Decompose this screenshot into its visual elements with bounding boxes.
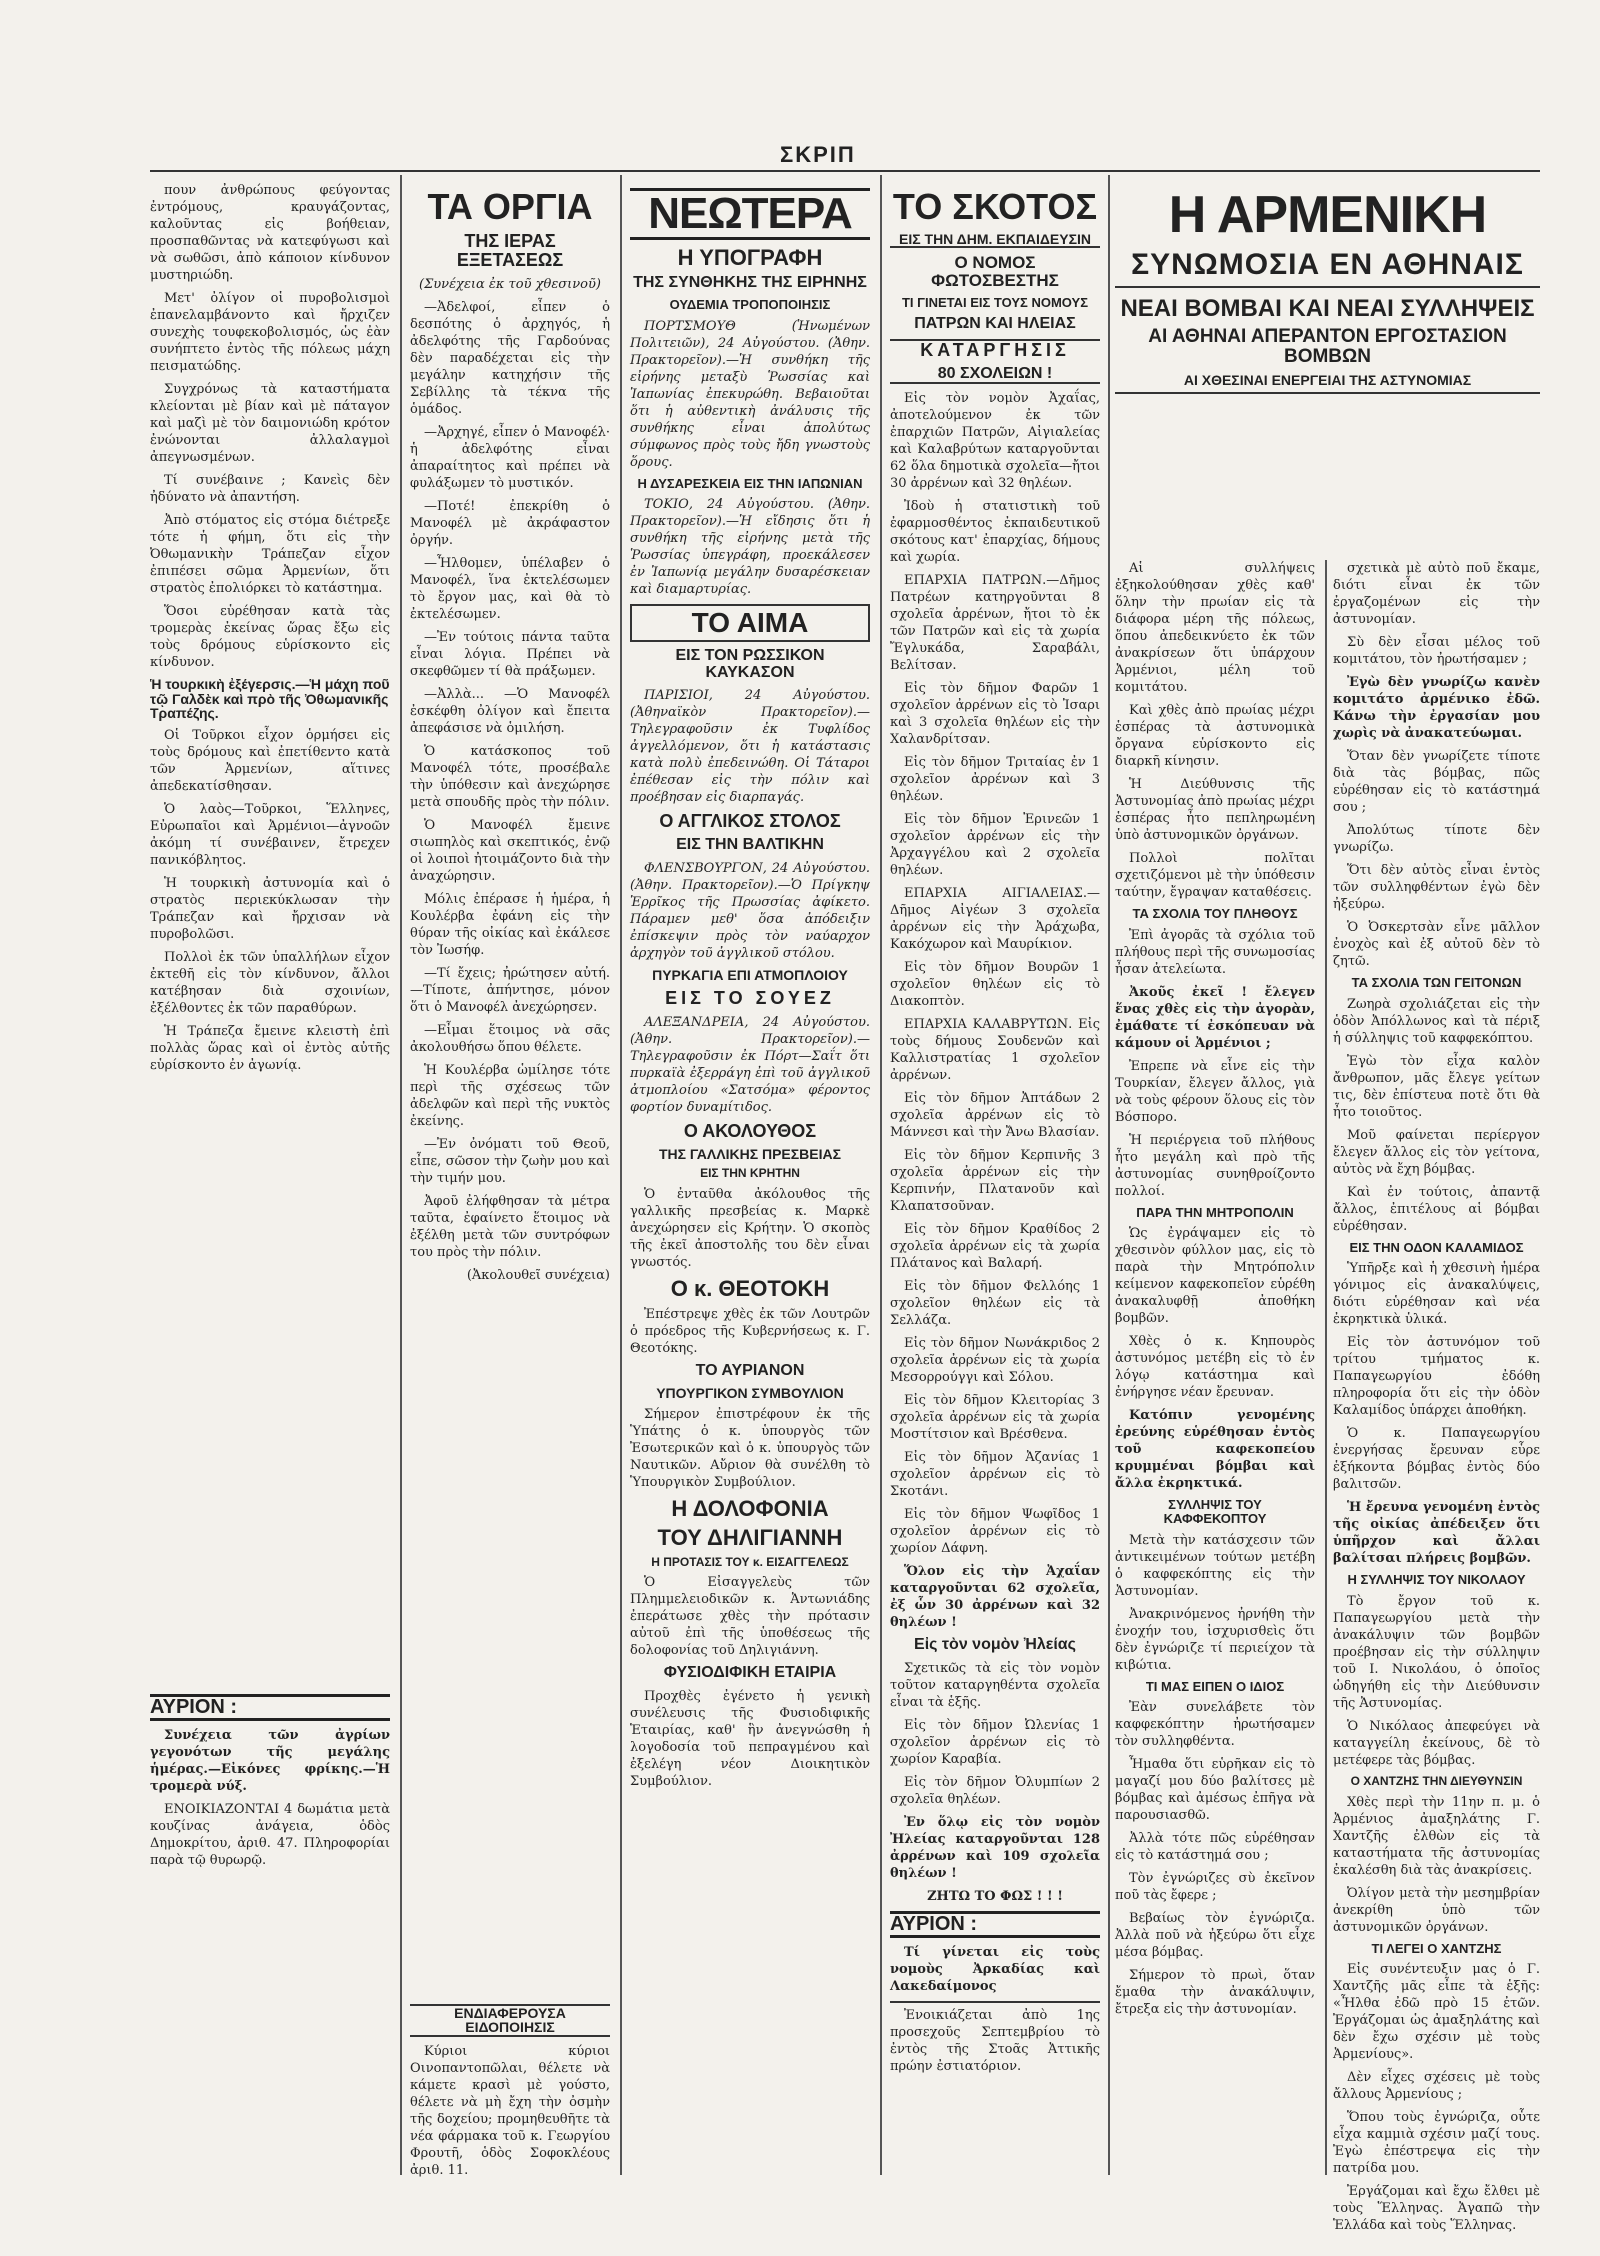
headline-deck: ΑΙ ΑΘΗΝΑΙ ΑΠΕΡΑΝΤΟΝ ΕΡΓΟΣΤΑΣΙΟΝ ΒΟΜΒΩΝ (1148, 326, 1507, 368)
paragraph: Τὸν ἐγνώριζες σὺ ἐκεῖνον ποῦ τὰς ἔφερε ; (1115, 1871, 1315, 1904)
article-title: ΤΑ ΟΡΓΙΑ (427, 186, 593, 227)
subheading: Η ΣΥΛΛΗΨΙΣ ΤΟΥ ΝΙΚΟΛΑΟΥ (1347, 1572, 1526, 1588)
paragraph: Ἐργάζομαι καὶ ἔχω ἔλθει μὲ τοὺς Ἕλληνας. Ἀγαπῶ τὴν Ἑλλάδα καὶ τοὺς Ἕλληνας. (1333, 2184, 1540, 2234)
paragraph: Ὁ κατάσκοπος τοῦ Μανοφέλ τότε, προσέβαλε τὴν ὑπόθεσιν καὶ ἀνεχώρησε μετὰ σπουδῆς πρὸς τὴν πόλιν. (410, 743, 610, 810)
paragraph: —Εἶμαι ἕτοιμος νὰ σᾶς ἀκολουθήσω ὅπου θέλετε. (410, 1022, 610, 1055)
paragraph: ΤΟΚΙΟ, 24 Αὐγούστου. (Ἀθην. Πρακτορεῖον).—Ἡ εἴδησις ὅτι ἡ συνθήκη τῆς εἰρήνης μετὰ τῆς Ῥωσσίας ὑπεγράφη, προεκάλεσεν ἐν Ἰαπωνίᾳ μεγάλην δυσαρέσκειαν καὶ διαμαρτυρίας. (630, 497, 870, 598)
paragraph: Εἰς συνέντευξιν μας ὁ Γ. Χαντζῆς μᾶς εἶπε τὰ ἑξῆς: «Ἦλθα ἐδῶ πρὸ 15 ἐτῶν. Ἐργάζομαι ὡς ἀμαξηλάτης καὶ δὲν ἔχω σχέσιν μὲ τοὺς Ἀρμενίους». (1333, 1962, 1540, 2063)
paragraph: Εἰς τὸν δῆμον Νωνάκριδος 2 σχολεῖα ἀρρένων εἰς τὰ χωρία Μεσορρούγγι καὶ Σόλου. (890, 1336, 1100, 1386)
paragraph: Ὅλον εἰς τὴν Ἀχαΐαν καταργοῦνται 62 σχολεῖα, ἐξ ὧν 30 ἀρρένων καὶ 32 θηλέων ! (890, 1564, 1100, 1631)
paragraph: Εἰς τὸν δῆμον Ὀλυμπίων 2 σχολεῖα θηλέων. (890, 1775, 1100, 1808)
article-subtitle: ΤΙ ΓΙΝΕΤΑΙ ΕΙΣ ΤΟΥΣ ΝΟΜΟΥΣ (901, 295, 1089, 311)
paragraph: Ὁ κ. Παπαγεωργίου ἐνεργήσας ἔρευναν εὗρε ἑξήκοντα βόμβας ἐντὸς δύο βαλιτσῶν. (1333, 1426, 1540, 1493)
paragraph: Ὁ Μανοφέλ ἔμεινε σιωπηλὸς καὶ σκεπτικός, ἐνῷ οἱ λοιποὶ ἠτοιμάζοντο διὰ τὴν ἀναχώρησιν. (410, 817, 610, 884)
paragraph: —Ἐν τούτοις πάντα ταῦτα εἶναι λόγια. Πρέπει νὰ σκεφθῶμεν τί θὰ πράξωμεν. (410, 629, 610, 679)
headline-deck: ΝΕΑΙ ΒΟΜΒΑΙ ΚΑΙ ΝΕΑΙ ΣΥΛΛΗΨΕΙΣ (1115, 286, 1540, 321)
paragraph: Εἰς τὸν ἀστυνόμον τοῦ τρίτου τμήματος κ. Παπαγεωργίου ἐδόθη πληροφορία ὅτι εἰς τὴν ὁδὸν Καλαμίδος ὑπάρχει ἀποθήκη. (1333, 1335, 1540, 1419)
article-title: Η ΔΥΣΑΡΕΣΚΕΙΑ ΕΙΣ ΤΗΝ ΙΑΠΩΝΙΑΝ (637, 475, 863, 491)
article-subtitle: 80 ΣΧΟΛΕΙΩΝ ! (890, 366, 1100, 385)
paragraph: Ἡ περιέργεια τοῦ πλήθους ἦτο μεγάλη καὶ πρὸ τῆς ἀστυνομίας συνηθροίζοντο πολλοί. (1115, 1132, 1315, 1199)
closing-line: ΖΗΤΩ ΤΟ ΦΩΣ ! ! ! (927, 1889, 1063, 1905)
article-subtitle: ΠΑΤΡΩΝ ΚΑΙ ΗΛΕΙΑΣ (914, 314, 1076, 332)
paragraph: Εἰς τὸν δῆμον Κραθίδος 2 σχολεῖα ἀρρένων εἰς τὰ χωρία Πλάτανος καὶ Βαλαρή. (890, 1222, 1100, 1272)
paragraph: Εἰς τὸν δῆμον Βουρῶν 1 σχολεῖον θηλέων εἰς τὸ Διακοπτὸν. (890, 960, 1100, 1010)
paragraph: ΕΠΑΡΧΙΑ ΑΙΓΙΑΛΕΙΑΣ.—Δῆμος Αἰγέων 3 σχολεῖα ἀρρένων εἰς τὴν Ἀράχωβα, Κακόχωρον καὶ Μαυρίκιον. (890, 886, 1100, 953)
tomorrow-text: Συνέχεια τῶν ἀγρίων γεγονότων τῆς μεγάλης ἡμέρας.—Εἰκόνες φρίκης.—Ἡ τρομερὰ νύξ. (150, 1728, 390, 1795)
headline: ΣΥΝΩΜΟΣΙΑ ΕΝ ΑΘΗΝΑΙΣ (1131, 247, 1524, 281)
paragraph: Ἀκοῦς ἐκεῖ ! ἔλεγεν ἕνας χθὲς εἰς τὴν ἀγορὰν, ἐμάθατε τί ἐσκόπευαν νὰ κάμουν οἱ Ἀρμένιοι ; (1115, 984, 1315, 1051)
article-title: ΤΟ ΣΚΟΤΟΣ (892, 186, 1098, 227)
article-subtitle: ΕΙΣ ΤΗΝ ΒΑΛΤΙΚΗΝ (676, 836, 824, 854)
article-title: ΠΥΡΚΑΓΙΑ ΕΠΙ ΑΤΜΟΠΛΟΙΟΥ (652, 967, 848, 984)
paragraph: —Τί ἔχεις; ἠρώτησεν αὐτή. —Τίποτε, ἀπήντησε, μόνον ὅτι ὁ Μανοφέλ ἀνεχώρησεν. (410, 965, 610, 1015)
paragraph: Ἡ Διεύθυνσις τῆς Ἀστυνομίας ἀπὸ πρωίας μέχρι ἑσπέρας ἦτο πεπληρωμένη ὑπὸ ἀστυνομικῶν ὀργάνων. (1115, 777, 1315, 843)
paragraph: Πολλοὶ ἐκ τῶν ὑπαλλήλων εἶχον ἐκτεθῆ εἰς τὸν κίνδυνον, ἄλλοι κατέβησαν διὰ σχοινίων, ἐξέλθοντες ἐκ τῶν παραθύρων. (150, 950, 390, 1017)
banner-headline (1115, 182, 1540, 562)
headline-deck: ΑΙ ΧΘΕΣΙΝΑΙ ΕΝΕΡΓΕΙΑΙ ΤΗΣ ΑΣΤΥΝΟΜΙΑΣ (1115, 373, 1540, 394)
paragraph: Χθὲς περὶ τὴν 11ην π. μ. ὁ Ἀρμένιος ἀμαξηλάτης Γ. Χαντζῆς ἐλθὼν εἰς τὰ καταστήματα τῆς ἀστυνομίας ἐκαλέσθη διὰ τὰς ἀνακρίσεις. (1333, 1794, 1540, 1878)
masthead (150, 140, 1540, 172)
column-1 (150, 182, 390, 2172)
paragraph: —Ποτέ! ἐπεκρίθη ὁ Μανοφέλ μὲ ἀκράφαστον ὀργήν. (410, 498, 610, 548)
subheading: ΤΑ ΣΧΟΛΙΑ ΤΩΝ ΓΕΙΤΟΝΩΝ (1351, 975, 1522, 990)
paragraph: —Ἐν ὀνόματι τοῦ Θεοῦ, εἶπε, σῶσον τὴν ζωὴν μου καὶ τὴν τιμήν μου. (410, 1136, 610, 1186)
paragraph: Εἰς τὸν δῆμον Ἀπτάδων 2 σχολεῖα ἀρρένων εἰς τὸ Μάννεσι καὶ τὴν Ἄνω Βλασίαν. (890, 1091, 1100, 1141)
subheading: ΠΑΡΑ ΤΗΝ ΜΗΤΡΟΠΟΛΙΝ (1136, 1204, 1294, 1220)
article-title: ΤΟ ΑΙΜΑ (630, 604, 870, 641)
column-rule (400, 175, 402, 2175)
paragraph: Ἐπὶ ἀγορᾶς τὰ σχόλια τοῦ πλήθους περὶ τῆς συνωμοσίας ἦσαν ἀτελείωτα. (1115, 927, 1315, 977)
paragraph: Ἦμαθα ὅτι εὑρῆκαν εἰς τὸ μαγαζί μου δύο βαλίτσες μὲ βόμβας καὶ ἀμέσως ἐπῆγα νὰ παρουσιασθῶ. (1115, 1757, 1315, 1824)
subheading: ΤΑ ΣΧΟΛΙΑ ΤΟΥ ΠΛΗΘΟΥΣ (1132, 906, 1298, 921)
classified-ad: Ἐνοικιάζεται ἀπὸ 1ης προσεχοῦς Σεπτεμβρίου τὸ ἐντὸς τῆς Στοᾶς Ἀττικῆς πρώην ἐστιατόριον. (890, 2001, 1100, 2075)
paragraph: Τί συνέβαινε ; Κανεὶς δὲν ἠδύνατο νὰ ἀπαντήση. (150, 473, 390, 505)
tomorrow-label: ΑΥΡΙΟΝ : (150, 1694, 390, 1721)
paragraph: Ἐπέστρεψε χθὲς ἐκ τῶν Λουτρῶν ὁ πρόεδρος τῆς Κυβερνήσεως κ. Γ. Θεοτόκης. (630, 1306, 870, 1356)
article-subtitle: Ο ΝΟΜΟΣ ΦΩΤΟΣΒΕΣΤΗΣ (931, 253, 1059, 291)
paragraph: Ὁ ἐνταῦθα ἀκόλουθος τῆς γαλλικῆς πρεσβείας κ. Μαρκὲ ἀνεχώρησεν εἰς Κρήτην. Ὁ σκοπὸς τῆς ἐκεῖ ἀποστολῆς του δὲν εἶναι γνωστός. (630, 1186, 870, 1270)
paragraph: Ἐπρεπε νὰ εἶνε εἰς τὴν Τουρκίαν, ἔλεγεν ἄλλος, γιὰ νὰ τοὺς φέρουν ὅλους εἰς τὸν Βόσπορο. (1115, 1058, 1315, 1125)
paragraph: Ὁ λαὸς—Τοῦρκοι, Ἕλληνες, Εὐρωπαῖοι καὶ Ἀρμένιοι—ἀγνοῶν ἀκόμη τί συνέβαινεν, ἔτρεχεν πανικόβλητος. (150, 802, 390, 869)
subheading: ΤΙ ΛΕΓΕΙ Ο ΧΑΝΤΖΗΣ (1371, 1940, 1502, 1956)
paragraph: —Ἦλθομεν, ὑπέλαβεν ὁ Μανοφέλ, ἵνα ἐκτελέσωμεν τὸ ἔργον μας, καὶ θὰ τὸ ἐκτελέσωμεν. (410, 555, 610, 622)
subheading: Εἰς τὸν νομὸν Ἠλείας (914, 1636, 1076, 1654)
paragraph: σχετικὰ μὲ αὐτὸ ποῦ ἔκαμε, διότι εἶναι ἐκ τῶν ἐργαζομένων εἰς τὴν ἀστυνομίαν. (1333, 561, 1540, 627)
column-rule (1325, 560, 1327, 2175)
paragraph: Ἡ Τράπεζα ἔμεινε κλειστὴ ἐπὶ πολλὰς ὥρας καὶ οἱ ἐντὸς αὐτῆς εὑρίσκοντο ἐν ἀγωνίᾳ. (150, 1024, 390, 1074)
paragraph: Εἰς τὸν δῆμον Κλειτορίας 3 σχολεῖα ἀρρένων εἰς τὰ χωρία Μοστίτσιον καὶ Βρέσθενα. (890, 1393, 1100, 1443)
paragraph: Μετὰ τὴν κατάσχεσιν τῶν ἀντικειμένων τούτων μετέβη ὁ καφφεκόπτης εἰς τὴν Ἀστυνομίαν. (1115, 1532, 1315, 1599)
article-title: Ο κ. ΘΕΟΤΟΚΗ (670, 1275, 830, 1301)
paragraph: πουν ἀνθρώπους φεύγοντας ἐντρόμους, κραυγάζοντας, καλοῦντας εἰς βοήθειαν, προσπαθῶντας νὰ κατεφύγωσι καὶ νὰ σωθῶσι, ἀπὸ κάποιον κίνδυνον μυστηριώδη. (150, 183, 390, 283)
column-rule (880, 175, 882, 2175)
paragraph: Ὀλίγον μετὰ τὴν μεσημβρίαν ἀνεκρίθη ὑπὸ τῶν ἀστυνομικῶν ὀργάνων. (1333, 1885, 1540, 1935)
column-2 (410, 182, 610, 2178)
paragraph: —Ἀρχηγέ, εἶπεν ὁ Μανοφέλ· ἡ ἀδελφότης εἶναι ἀπαραίτητος καὶ πρέπει νὰ φυλάξωμεν τὸ μυστικόν. (410, 424, 610, 491)
paragraph: ΕΠΑΡΧΙΑ ΚΑΛΑΒΡΥΤΩΝ. Εἰς τοὺς δήμους Σουδενῶν καὶ Καλλιστρατίας 1 σχολεῖον ἀρρένων. (890, 1017, 1100, 1084)
subtitle: (Συνέχεια ἐκ τοῦ χθεσινοῦ) (419, 276, 601, 292)
paragraph: Ἡ τουρκικὴ ἀστυνομία καὶ ὁ στρατὸς περιεκύκλωσαν τὴν Τράπεζαν καὶ ἤρχισαν νὰ πυροβολῶσι. (150, 876, 390, 943)
paragraph: Ἰδοὺ ἡ στατιστικὴ τοῦ ἐφαρμοσθέντος ἐκπαιδευτικοῦ σκότους κατ' ἐπαρχίας, δήμους καὶ χωρία. (890, 499, 1100, 566)
paragraph: Μοῦ φαίνεται περίεργον ἔλεγεν ἄλλος εἰς τὸν γείτονα, αὐτὸς νὰ ἔχη βόμβας. (1333, 1127, 1540, 1177)
paragraph: Σήμερον ἐπιστρέφουν ἐκ τῆς Ὑπάτης ὁ κ. ὑπουργὸς τῶν Ἐσωτερικῶν καὶ ὁ κ. ὑπουργὸς τῶν Ναυτικῶν. Αὔριον θὰ συνέλθη τὸ Ὑπουργικὸν Συμβούλιον. (630, 1407, 870, 1491)
paragraph: Καὶ χθὲς ἀπὸ πρωίας μέχρι ἑσπέρας τὰ ἀστυνομικὰ ὄργανα εὑρίσκοντο εἰς διαρκῆ κίνησιν. (1115, 703, 1315, 769)
tomorrow-text: Τί γίνεται εἰς τοὺς νομοὺς Ἀρκαδίας καὶ Λακεδαίμονος (890, 1945, 1100, 1995)
paragraph: ΠΟΡΤΣΜΟΥΘ (Ἡνωμένων Πολιτειῶν), 24 Αὐγούστου. (Ἀθην. Πρακτορεῖον).—Ἡ συνθήκη τῆς εἰρήνης μεταξὺ Ῥωσσίας καὶ Ἰαπωνίας ἐπεκυρώθη. Βεβαιοῦται ὅτι ἡ αὐθεντικὴ ἀνάλυσις τῆς συνθήκης εἶναι ἀπολύτως σύμφωνος πρὸς τοὺς ἤδη γνωστοὺς ὅρους. (630, 318, 870, 470)
paragraph: Ἀπολύτως τίποτε δὲν γνωρίζω. (1333, 823, 1540, 855)
paragraph: Ἀλλὰ τότε πῶς εὑρέθησαν εἰς τὸ κατάστημά σου ; (1115, 1831, 1315, 1864)
column-rule (1108, 175, 1110, 2175)
article-subtitle: ΕΙΣ ΤΗΝ ΚΡΗΤΗΝ (700, 1166, 800, 1181)
article-title: Η ΥΠΟΓΡΑΦΗ (677, 245, 823, 271)
notice-title: ΕΝΔΙΑΦΕΡΟΥΣΑ ΕΙΔΟΠΟΙΗΣΙΣ (410, 2004, 610, 2037)
continuation-note: (Ἀκολουθεῖ συνέχεια) (466, 1267, 610, 1283)
paragraph: ΕΠΑΡΧΙΑ ΠΑΤΡΩΝ.—Δῆμος Πατρέων κατηργοῦνται 8 σχολεῖα ἀρρένων, ἤτοι τὸ ἐκ τῶν Πατρῶν καὶ εἰς τὰ χωρία Ἔγλυκάδα, Σαραβάλι, Βελίτσαν. (890, 573, 1100, 674)
paragraph: Καὶ ἐν τούτοις, ἀπαντᾷ ἄλλος, ἐπιτέλους αἱ βόμβαι εὑρέθησαν. (1333, 1184, 1540, 1234)
paragraph: Εἰς τὸν δῆμον Φελλόης 1 σχολεῖον θηλέων εἰς τὰ Σελλάζα. (890, 1279, 1100, 1329)
paragraph: Σχετικῶς τὰ εἰς τὸν νομὸν τοῦτον καταργηθέντα σχολεῖα εἶναι τὰ ἑξῆς. (890, 1661, 1100, 1711)
column-5 (1115, 560, 1315, 2170)
article-subtitle: ΕΙΣ ΤΟΝ ΡΩΣΣΙΚΟΝ ΚΑΥΚΑΣΟΝ (675, 646, 825, 681)
paragraph: Αἱ συλλήψεις ἐξηκολούθησαν χθὲς καθ' ὅλην τὴν πρωίαν εἰς τὰ διάφορα μέρη τῆς πόλεως, ὅπου ἀπεδεικνύετο ἐκ τῶν ἀνακρίσεων ὅτι ὑπάρχουν Ἀρμένιοι, μέλη τοῦ κομιτάτου. (1115, 561, 1315, 695)
paragraph: Ὁ Νικόλαος ἀπεφεύγει νὰ καταγγείλη ἐκείνους, δὲ τὸ μετέφερε τὰς βόμβας. (1333, 1718, 1540, 1768)
paragraph: ΠΑΡΙΣΙΟΙ, 24 Αὐγούστου. (Ἀθηναϊκὸν Πρακτορεῖον).—Τηλεγραφοῦσιν ἐκ Τυφλίδος ἀγγελλόμενον, ὅτι ἡ κατάστασις κατὰ πολὺ ἐπεδεινώθη. Οἱ Τάταροι ἐπέθεσαν εἰς τὴν πόλιν καὶ προέβησαν εἰς διαρπαγάς. (630, 688, 870, 806)
article-title: ΤΟΥ ΔΗΛΙΓΙΑΝΝΗ (657, 1525, 843, 1551)
paragraph: Εἰς τὸν δῆμον Ψωφῖδος 1 σχολεῖον ἀρρένων εἰς τὸ χωρίον Δάφνη. (890, 1507, 1100, 1557)
paragraph: Σὺ δὲν εἶσαι μέλος τοῦ κομιτάτου, τὸν ἠρωτήσαμεν ; (1333, 635, 1540, 667)
paragraph: Ἡ Κουλέρβα ὡμίλησε τότε περὶ τῆς σχέσεως τῶν ἀδελφῶν καὶ περὶ τῆς νυκτὸς ἐκείνης. (410, 1062, 610, 1129)
column-3 (630, 182, 870, 2172)
paragraph: Ἐὰν συνελάβετε τὸν καφφεκόπτην ἠρωτήσαμεν τὸν συλληφθέντα. (1115, 1700, 1315, 1750)
paragraph: Ὡς ἐγράψαμεν εἰς τὸ χθεσινὸν φύλλον μας, εἰς τὸ παρὰ τὴν Μητρόπολιν κείμενον καφεκοπεῖον εὑρέθη ἀνακαλυφθῇ ἀποθήκη βομβῶν. (1115, 1226, 1315, 1327)
article-subtitle: ΚΑΤΑΡΓΗΣΙΣ (890, 339, 1100, 360)
paragraph: Εἰς τὸν δῆμον Ἀζανίας 1 σχολεῖον ἀρρένων εἰς τὸ Σκοτάνι. (890, 1450, 1100, 1500)
article-title: ΦΥΣΙΟΔΙΦΙΚΗ ΕΤΑΙΡΙΑ (663, 1664, 837, 1682)
paragraph: Κύριοι κύριοι Οινοπαντοπῶλαι, θέλετε νὰ κάμετε κρασὶ μὲ γούστο, θέλετε νὰ μὴ ἔχη τὴν ὀσμὴν τῆς δοχείου; προμηθευθῆτε τὰ νέα φάρμακα τοῦ κ. Γεωργίου Φρουτῆ, ὁδὸς Σοφοκλέους ἀριθ. 11. (410, 2043, 610, 2178)
paragraph: —Ἀδελφοί, εἶπεν ὁ δεσπότης ὁ ἀρχηγός, ἡ ἀδελφότης τῆς Γαρδούνας δὲν παραδέχεται εἰς τὴν μεγάλην κατηχήσιν τῆς Σεβίλλης τὰ τέκνα τῆς ὁμάδος. (410, 299, 610, 417)
headline: Η ΑΡΜΕΝΙΚΗ (1168, 186, 1487, 244)
column-4 (890, 182, 1100, 2172)
paragraph: Εἰς τὸν δῆμον Ὠλενίας 1 σχολεῖον ἀρρένων εἰς τὸ χωρίον Καραβία. (890, 1718, 1100, 1768)
paragraph: Ἀνακρινόμενος ἠρνήθη τὴν ἐνοχήν του, ἰσχυρισθεὶς ὅτι δὲν ἐγνώριζε τί περιείχον τὰ κιβώτια. (1115, 1606, 1315, 1673)
paragraph: Προχθὲς ἐγένετο ἡ γενικὴ συνέλευσις τῆς Φυσιοδιφικῆς Ἑταιρίας, καθ' ἣν ἀνεγνώσθη ἡ λογοδοσία τοῦ πεπραγμένου καὶ ἐξελέγη νέον Διοικητικὸν Συμβούλιον. (630, 1688, 870, 1789)
article-title: Ο ΑΚΟΛΟΥΘΟΣ (683, 1120, 817, 1141)
subheading: ΕΙΣ ΤΗΝ ΟΔΟΝ ΚΑΛΑΜΙΔΟΣ (1349, 1239, 1524, 1255)
paragraph: Εἰς τὸν δῆμον Φαρῶν 1 σχολεῖον ἀρρένων εἰς τὸ Ἰσαρι καὶ 3 σχολεῖα θηλέων εἰς τὴν Χαλανδρίτσαν. (890, 681, 1100, 748)
article-subtitle: ΥΠΟΥΡΓΙΚΟΝ ΣΥΜΒΟΥΛΙΟΝ (656, 1384, 844, 1401)
paragraph: Εἰς τὸν δῆμον Κερπινῆς 3 σχολεῖα ἀρρένων εἰς τὴν Κερπινήν, Πλατανοῦν καὶ Κλαπατσοῦναν. (890, 1148, 1100, 1215)
paragraph: Ὅσοι εὑρέθησαν κατὰ τὰς τρομερὰς ἐκείνας ὥρας ἔξω εἰς τοὺς δρόμους εὑρίσκοντο εἰς κίνδυνον. (150, 604, 390, 670)
tomorrow-label: ΑΥΡΙΟΝ : (890, 1911, 1100, 1938)
article-subtitle: ΤΗΣ ΣΥΝΘΗΚΗΣ ΤΗΣ ΕΙΡΗΝΗΣ (633, 274, 867, 292)
paragraph: Ἐγὼ τὸν εἶχα καλὸν ἄνθρωπον, μᾶς ἔλεγε γείτων τις, δὲν ἐπίστευα ποτὲ ὅτι θὰ ἦτο τοιοῦτος. (1333, 1053, 1540, 1120)
paragraph: Μετ' ὀλίγον οἱ πυροβολισμοὶ ἐπανελαμβάνοντο καὶ ἤρχιζεν συνεχὴς τουφεκοβολισμός, ὡς ἐὰν συνήπτετο ἐντὸς τῆς πόλεως μάχη πεισματώδης. (150, 291, 390, 374)
paragraph: Ὅταν δὲν γνωρίζετε τίποτε διὰ τὰς βόμβας, πῶς εὑρέθησαν εἰς τὸ κατάστημά σου ; (1333, 749, 1540, 815)
article-title: ΤΟ ΑΥΡΙΑΝΟΝ (695, 1361, 805, 1379)
paragraph: Συγχρόνως τὰ καταστήματα κλείονται μὲ βίαν καὶ μὲ πάταγον καὶ μαζὶ μὲ τὸν δαιμονιώδη κρότον ἐνώνονται ἀλλαλαγμοὶ ἀπεγνωσμένων. (150, 382, 390, 465)
paragraph: Οἱ Τοῦρκοι εἶχον ὁρμήσει εἰς τοὺς δρόμους καὶ ἐπετίθεντο κατὰ τῶν Ἀρμενίων, αἵτινες ἀπεδεκατίσθησαν. (150, 728, 390, 795)
article-subtitle: ΕΙΣ ΤΗΝ ΔΗΜ. ΕΚΠΑΙΔΕΥΣΙΝ (890, 232, 1100, 249)
subheading: Ἡ τουρκικὴ ἐξέγερσις.—Ἡ μάχη ποῦ τῷ Γαλδὲκ καὶ πρὸ τῆς Ὀθωμανικῆς Τραπέζης. (150, 676, 390, 722)
paragraph: Τὸ ἔργον τοῦ κ. Παπαγεωργίου μετὰ τὴν ἀνακάλυψιν τῶν βομβῶν προέβησαν εἰς τὴν σύλληψιν τοῦ Ι. Νικολάου, ὁ ὁποῖος ὡδηγήθη εἰς τὴν Διεύθυνσιν τῆς Ἀστυνομίας. (1333, 1593, 1540, 1711)
article-title: ΤΗΣ ΙΕΡΑΣ ΕΞΕΤΑΣΕΩΣ (456, 230, 564, 270)
paragraph: ΑΛΕΞΑΝΔΡΕΙΑ, 24 Αὐγούστου. (Ἀθην. Πρακτορεῖον).—Τηλεγραφοῦσιν ἐκ Πόρτ—Σαΐτ ὅτι πυρκαϊὰ ἐξερράγη ἐπὶ τοῦ ἀγγλικοῦ ἀτμοπλοίου «Σατσόμα» φέροντος φορτίον δυναμίτιδος. (630, 1014, 870, 1115)
paragraph: Ἡ ἔρευνα γενομένη ἐντὸς τῆς οἰκίας ἀπέδειξεν ὅτι ὑπῆρχον καὶ ἄλλαι βαλίτσαι πλήρεις βομβῶν. (1333, 1500, 1540, 1567)
section-title: ΝΕΩΤΕΡΑ (630, 188, 870, 240)
paragraph: Ζωηρὰ σχολιάζεται εἰς τὴν ὁδὸν Ἀπόλλωνος καὶ τὰ πέριξ ἡ σύλληψις τοῦ καφφεκόπτου. (1333, 996, 1540, 1046)
paragraph: Εἰς τὸν νομὸν Ἀχαΐας, ἀποτελούμενον ἐκ τῶν ἐπαρχιῶν Πατρῶν, Αἰγιαλείας καὶ Καλαβρύτων καταργοῦνται 62 ὅλα δημοτικὰ σχολεῖα—ἤτοι 30 ἀρρένων καὶ 32 θηλέων. (890, 391, 1100, 492)
article-subtitle: ΕΙΣ ΤΟ ΣΟΥΕΖ (665, 987, 835, 1008)
paragraph: Σήμερον τὸ πρωὶ, ὅταν ἔμαθα τὴν ἀνακάλυψιν, ἔτρεξα εἰς τὴν ἀστυνομίαν. (1115, 1968, 1315, 2018)
paragraph: ΦΛΕΝΣΒΟΥΡΓΟΝ, 24 Αὐγούστου. (Ἀθην. Πρακτορεῖον).—Ὁ Πρίγκηψ Ἐρρῖκος τῆς Πρωσσίας ἀφίκετο. Πάραμεν μεθ' ὅσα ἀπόδειξιν ἐπίσκεψιν πρὸς τὸν ναύαρχον ἀρχηγὸν τοῦ ἀγγλικοῦ στόλου. (630, 861, 870, 962)
paragraph: Ὁ Εἰσαγγελεὺς τῶν Πλημμελειοδικῶν κ. Ἀντωνιάδης ἐπεράτωσε χθὲς τὴν πρότασιν αὐτοῦ ἐπὶ τῆς ὑποθέσεως τῆς δολοφονίας τοῦ Δηλιγιάννη. (630, 1575, 870, 1659)
classified-ad: ΕΝΟΙΚΙΑΖΟΝΤΑΙ 4 δωμάτια μετὰ κουζίνας ἀνάγεια, ὁδὸς Δημοκρίτου, ἀριθ. 47. Πληροφορίαι παρὰ τῷ θυρωρῷ. (150, 1802, 390, 1869)
article-title: Ο ΑΓΓΛΙΚΟΣ ΣΤΟΛΟΣ (659, 811, 841, 832)
article-subtitle: ΤΗΣ ΓΑΛΛΙΚΗΣ ΠΡΕΣΒΕΙΑΣ (658, 1145, 842, 1162)
article-subtitle: ΟΥΔΕΜΙΑ ΤΡΟΠΟΠΟΙΗΣΙΣ (669, 297, 831, 313)
paragraph: —Ἀλλὰ... —Ὁ Μανοφέλ ἐσκέφθη ὀλίγον καὶ ἔπειτα ἀπεφάσισε νὰ ὁμιλήση. (410, 686, 610, 736)
paragraph: Ὅτι δὲν αὐτὸς εἶναι ἐντὸς τῶν συλληφθέντων ἐγὼ δὲν ἠξεύρω. (1333, 863, 1540, 912)
paragraph: Εἰς τὸν δῆμον Τριταίας ἐν 1 σχολεῖον ἀρρένων καὶ 3 θηλέων. (890, 755, 1100, 805)
subheading: Ο ΧΑΝΤΖΗΣ ΤΗΝ ΔΙΕΥΘΥΝΣΙΝ (1350, 1773, 1523, 1788)
paragraph: Χθὲς ὁ κ. Κηπουρὸς ἀστυνόμος μετέβη εἰς τὸ ἐν λόγῳ κατάστημα καὶ ἐνήργησε νέαν ἔρευναν. (1115, 1334, 1315, 1401)
paragraph: Ἐν ὅλῳ εἰς τὸν νομὸν Ἠλείας καταργοῦνται 128 ἀρρένων καὶ 109 σχολεῖα θηλέων ! (890, 1815, 1100, 1882)
paragraph: Ὑπῆρξε καὶ ἡ χθεσινὴ ἡμέρα γόνιμος εἰς ἀνακαλύψεις, διότι εὑρέθησαν καὶ νέα ἐκρηκτικὰ ὑλικά. (1333, 1261, 1540, 1328)
subheading: ΣΥΛΛΗΨΙΣ ΤΟΥ ΚΑΦΦΕΚΟΠΤΟΥ (1163, 1497, 1267, 1526)
masthead-title: ΣΚΡΙΠ (780, 142, 856, 167)
paragraph: Εἰς τὸν δῆμον Ἐρινεῶν 1 σχολεῖον ἀρρένων εἰς τὴν Ἀρχαγγέλου καὶ 2 σχολεῖα θηλέων. (890, 812, 1100, 879)
paragraph: Δὲν εἶχες σχέσεις μὲ τοὺς ἄλλους Ἀρμενίους ; (1333, 2070, 1540, 2103)
paragraph: Μόλις ἐπέρασε ἡ ἡμέρα, ἡ Κουλέρβα ἐφάνη εἰς τὴν θύραν τῆς οἰκίας καὶ ἐκάλεσε τὸν Ἰωσήφ. (410, 891, 610, 958)
subheading: ΤΙ ΜΑΣ ΕΙΠΕΝ Ο ΙΔΙΟΣ (1145, 1678, 1285, 1694)
paragraph: Κατόπιν γενομένης ἐρεύνης εὑρέθησαν ἐντὸς τοῦ καφεκοπείου κρυμμέναι βόμβαι καὶ ἄλλα ἐκρηκτικά. (1115, 1408, 1315, 1492)
paragraph: Ὅπου τοὺς ἐγνώριζα, οὗτε εἶχα καμμιὰ σχέσιν μαζί τους. Ἐγὼ ἐπέστρεψα εἰς τὴν πατρίδα μου. (1333, 2110, 1540, 2177)
article-title: Η ΔΟΛΟΦΟΝΙΑ (671, 1496, 829, 1522)
paragraph: Ἀπὸ στόματος εἰς στόμα διέτρεξε τότε ἡ φήμη, ὅτι εἰς τὴν Ὀθωμανικὴν Τράπεζαν εἶχον ἐπιπέσει σῶμα Ἀρμενίων, ὅτι στρατὸς ἐπολιόρκει τὸ κατάστημα. (150, 513, 390, 596)
paragraph: Ὁ Ὀσκερτσὰν εἶνε μᾶλλον ἐνοχὸς καὶ ἐξ αὐτοῦ δὲν τὸ ζητῶ. (1333, 920, 1540, 969)
column-6 (1333, 560, 1540, 2234)
article-subtitle: Η ΠΡΟΤΑΣΙΣ ΤΟΥ κ. ΕΙΣΑΓΓΕΛΕΩΣ (651, 1554, 849, 1569)
paragraph: Βεβαίως τὸν ἐγνώριζα. Ἀλλὰ ποῦ νὰ ἠξεύρω ὅτι εἶχε μέσα βόμβας. (1115, 1911, 1315, 1961)
column-rule (620, 175, 622, 2175)
paragraph: Πολλοὶ πολῖται σχετιζόμενοι μὲ τὴν ὑπόθεσιν ταύτην, ἔγραψαν καταθέσεις. (1115, 851, 1315, 900)
paragraph: Ἐγὼ δὲν γνωρίζω κανὲν κομιτάτο ἀρμένικο ἐδῶ. Κάνω τὴν ἐργασίαν μου χωρὶς νὰ ἀνακατεύωμαι. (1333, 675, 1540, 741)
paragraph: Ἀφοῦ ἐλήφθησαν τὰ μέτρα ταῦτα, ἐφαίνετο ἕτοιμος νὰ ἐξέλθη μετὰ τῶν συντρόφων του πρὸς τὴν πόλιν. (410, 1193, 610, 1260)
